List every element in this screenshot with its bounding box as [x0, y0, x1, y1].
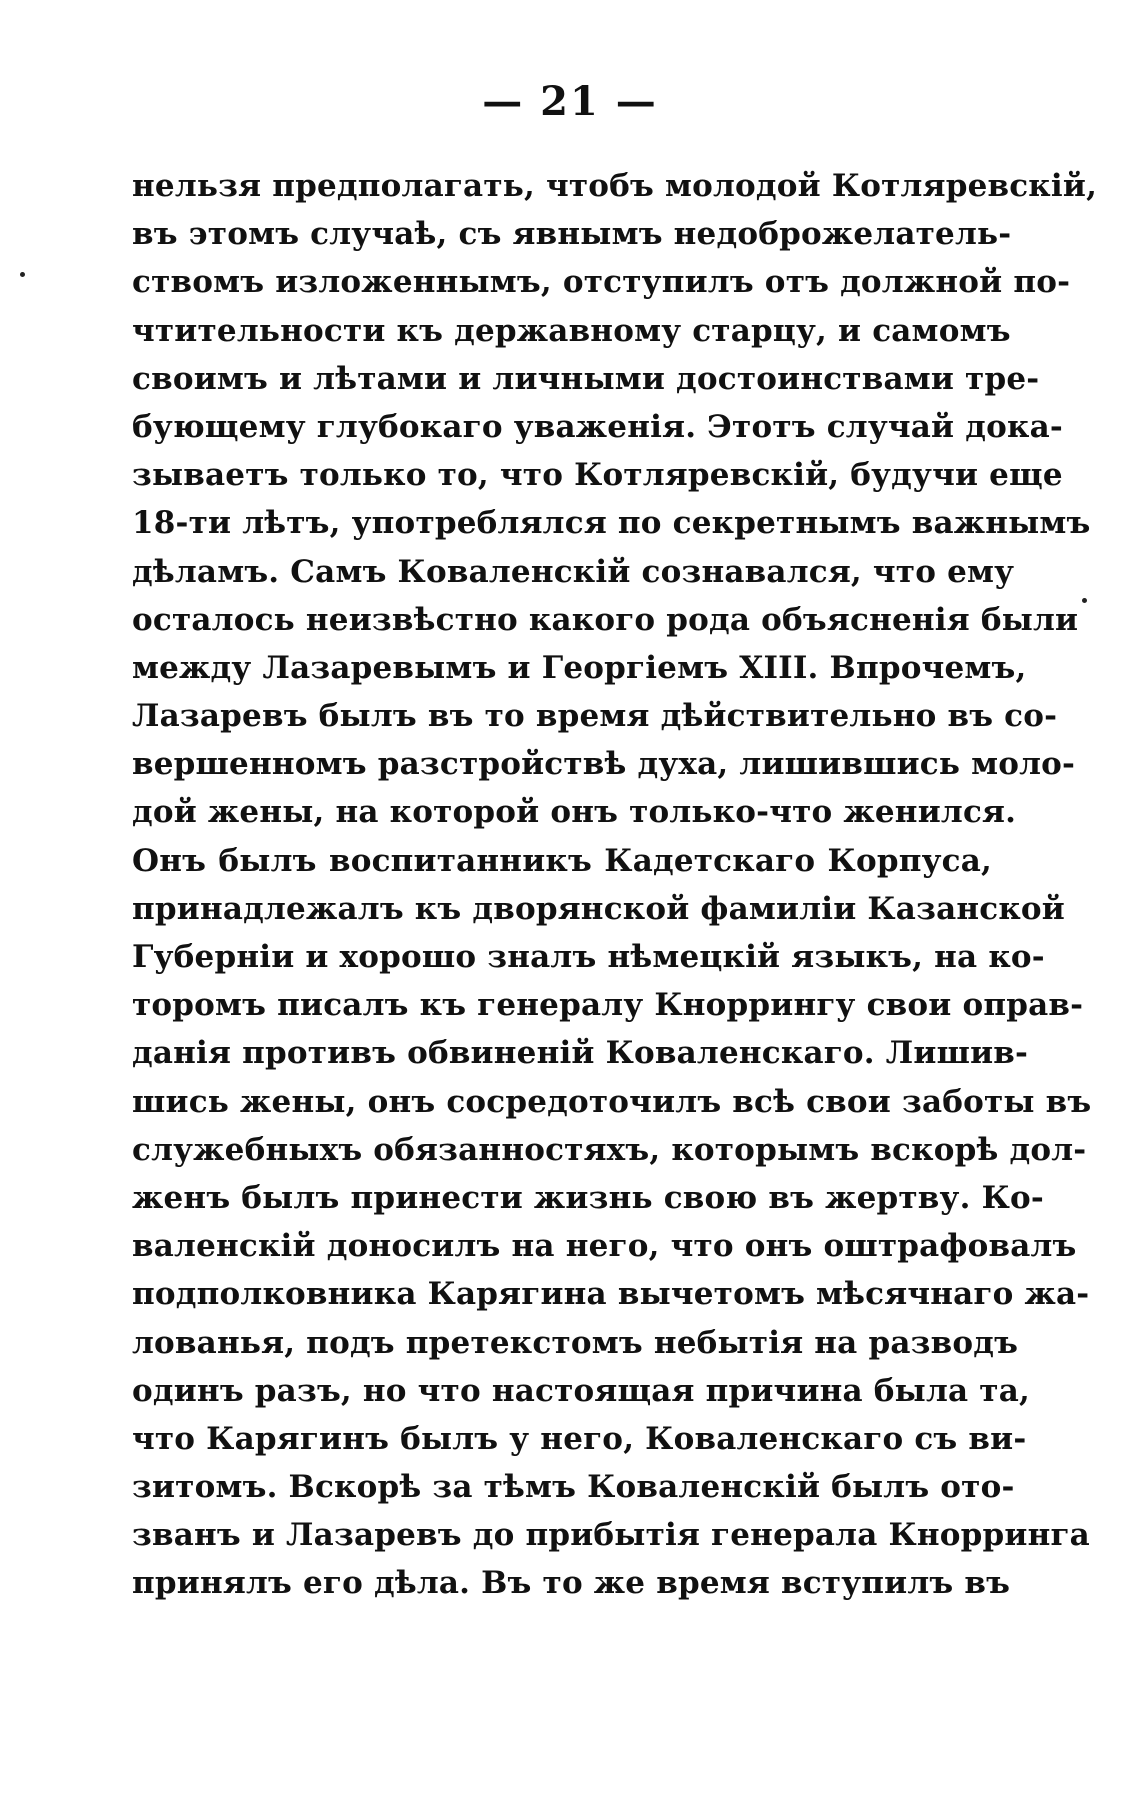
text-line: торомъ писалъ къ генералу Кноррингу свои оправ-	[132, 987, 1084, 1024]
text-line: зитомъ. Вскорѣ за тѣмъ Коваленскій былъ ото-	[132, 1469, 1015, 1506]
text-line: званъ и Лазаревъ до прибытія генерала Кнорринга	[132, 1517, 1090, 1554]
body-text	[132, 162, 1098, 1608]
text-line: въ этомъ случаѣ, съ явнымъ недоброжелатель-	[132, 216, 1012, 253]
text-line: служебныхъ обязанностяхъ, которымъ вскорѣ дол-	[132, 1131, 1087, 1168]
page-number: — 21 —	[482, 78, 658, 125]
text-line: женъ былъ принести жизнь свою въ жертву. Ко-	[132, 1179, 1044, 1216]
text-line: валенскій доносилъ на него, что онъ оштрафовалъ	[132, 1228, 1077, 1265]
text-line: нельзя предполагать, чтобъ молодой Котляревскій,	[132, 168, 1098, 204]
text-line: Губерніи и хорошо зналъ нѣмецкій языкъ, на ко-	[132, 939, 1045, 975]
text-line: данія противъ обвиненій Коваленскаго. Лишив-	[132, 1035, 1029, 1072]
text-line: подполковника Карягина вычетомъ мѣсячнаго жа-	[132, 1276, 1090, 1313]
text-line: дѣламъ. Самъ Коваленскій сознавался, что ему	[132, 553, 1015, 590]
text-line: Онъ былъ воспитанникъ Кадетскаго Корпуса,	[132, 842, 992, 879]
text-line: вершенномъ разстройствѣ духа, лишившись моло-	[132, 746, 1076, 783]
text-line: зываетъ только то, что Котляревскій, будучи еще	[132, 457, 1063, 494]
text-line: лованья, подъ претекстомъ небытія на разводъ	[132, 1324, 1019, 1361]
text-line: осталось неизвѣстно какого рода объясненія были	[132, 601, 1079, 638]
text-line: 18-ти лѣтъ, употреблялся по секретнымъ важнымъ	[132, 505, 1091, 542]
ink-speck	[1082, 598, 1087, 603]
text-line: принадлежалъ къ дворянской фамиліи Казанской	[132, 890, 1065, 927]
text-line: бующему глубокаго уваженія. Этотъ случай дока-	[132, 408, 1063, 445]
text-line: что Карягинъ былъ у него, Коваленскаго съ ви-	[132, 1420, 1027, 1457]
text-line: дой жены, на которой онъ только-что женился.	[132, 794, 1017, 831]
text-line: одинъ разъ, но что настоящая причина была та,	[132, 1372, 1030, 1409]
text-line: своимъ и лѣтами и личными достоинствами тре-	[132, 360, 1040, 397]
text-line: ствомъ изложеннымъ, отступилъ отъ должной по-	[132, 264, 1071, 301]
text-line: шись жены, онъ сосредоточилъ всѣ свои заботы въ	[132, 1083, 1092, 1120]
ink-speck	[20, 272, 25, 277]
text-line: между Лазаревымъ и Георгіемъ XIII. Впрочемъ,	[132, 649, 1027, 686]
text-line: Лазаревъ былъ въ то время дѣйствительно въ со-	[132, 698, 1058, 735]
text-line: чтительности къ державному старцу, и самомъ	[132, 312, 1011, 349]
text-line: принялъ его дѣла. Въ то же время вступилъ въ	[132, 1565, 1011, 1602]
